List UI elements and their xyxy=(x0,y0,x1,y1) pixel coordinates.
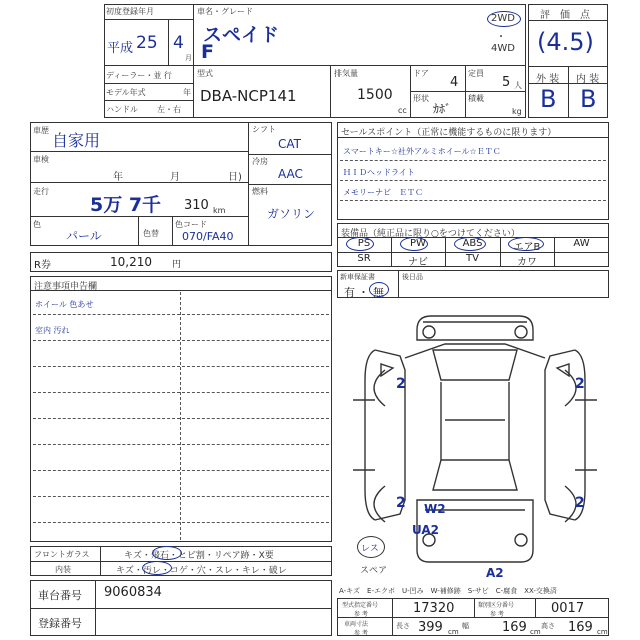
equip-navi: ナビ xyxy=(408,257,428,268)
length-sub: 参 考 xyxy=(354,630,368,637)
exterior-label: 外 装 xyxy=(536,74,560,85)
height-cm: cm xyxy=(597,628,608,636)
export-sub: 参 考 xyxy=(354,611,368,618)
fuel-label: 燃料 xyxy=(252,187,268,196)
equip-tv: TV xyxy=(466,253,479,264)
warranty-no: 無 xyxy=(373,286,384,299)
capacity: 5 xyxy=(502,75,511,90)
vehicle-type-label: 車歴 xyxy=(33,126,49,135)
export-label: 型式指定番号 xyxy=(342,602,379,609)
width-value: 169 xyxy=(502,620,527,635)
era: 平成 xyxy=(107,41,134,56)
shift: CAT xyxy=(278,137,301,151)
interior-cond-label: 内装 xyxy=(55,565,71,574)
circle-ps xyxy=(346,237,374,251)
drive-4wd: 4WD xyxy=(491,43,515,54)
displacement: 1500 xyxy=(357,87,393,103)
model-year-label: モデル年式 xyxy=(106,88,146,97)
chassis-label: 車台番号 xyxy=(38,589,82,602)
sales-points-label: セールスポイント（正常に機能するものに限ります） xyxy=(341,128,557,138)
mark-front-right-wheel: 2 xyxy=(575,376,585,392)
chassis-number: 9060834 xyxy=(104,585,162,600)
circle-warranty-no xyxy=(369,282,389,297)
inspection-day-unit: 日) xyxy=(228,172,242,183)
height-key: 高さ xyxy=(541,622,555,630)
drive-dot: ・ xyxy=(496,32,506,43)
length-value: 399 xyxy=(418,620,443,635)
ac-label: 冷房 xyxy=(252,157,268,166)
mileage-small: 310 xyxy=(184,198,209,213)
fuel: ガソリン xyxy=(267,207,316,221)
capacity-label: 定員 xyxy=(468,69,484,78)
interior-cond-text: キズ・汚レ・コゲ・穴・スレ・キレ・破レ xyxy=(116,566,287,576)
recycle-label: R券 xyxy=(34,260,51,271)
month-unit: 月 xyxy=(185,54,192,62)
rating-score: (4.5) xyxy=(537,28,594,56)
handle-label: ハンドル xyxy=(106,105,138,114)
recycle-amount: 10,210 xyxy=(110,255,152,269)
mark-front-left-wheel: 2 xyxy=(396,376,406,392)
door-label: ドア xyxy=(413,69,429,78)
after-items-label: 後日品 xyxy=(402,273,423,281)
exterior-grade: B xyxy=(540,85,557,113)
circle-airbag xyxy=(508,237,544,251)
interior-grade: B xyxy=(580,85,597,113)
class-label: 類別区分番号 xyxy=(478,602,515,609)
note-line-1: ホイール 色あせ xyxy=(35,300,94,309)
color-no-label: 色替 xyxy=(143,229,159,238)
load-label: 積載 xyxy=(468,94,484,103)
shape: ｶﾎﾞ xyxy=(433,102,452,116)
notes-label: 注意事項申告欄 xyxy=(34,282,98,292)
equip-pw: PW xyxy=(410,238,426,249)
model-year-unit: 年 xyxy=(183,88,191,97)
ac: AAC xyxy=(278,167,303,181)
mark-rear-right-wheel: 2 xyxy=(575,495,585,511)
color-code: 070/FA40 xyxy=(182,230,234,243)
class-sub: 参 考 xyxy=(490,611,504,618)
circle-windshield xyxy=(152,546,182,560)
mark-w2: W2 xyxy=(424,502,446,516)
shape-label: 形状 xyxy=(413,94,429,103)
first-reg-label: 初度登録年月 xyxy=(106,7,154,16)
equip-abs: ABS xyxy=(462,238,483,249)
grade: F xyxy=(201,41,214,63)
width-key: 幅 xyxy=(462,622,469,630)
model-label: 型式 xyxy=(197,69,213,78)
mark-rear-left-wheel: 2 xyxy=(396,495,406,511)
kg-unit: kg xyxy=(512,107,522,116)
export-value: 17320 xyxy=(413,601,455,616)
inspection-month-unit: 月 xyxy=(170,172,180,183)
color-code-label: 色コード xyxy=(175,220,207,229)
mileage-label: 走行 xyxy=(33,187,49,196)
length-cm: cm xyxy=(448,628,459,636)
reg-label: 登録番号 xyxy=(38,617,82,630)
cc-unit: cc xyxy=(398,106,407,115)
reg-year: 25 xyxy=(136,33,158,53)
dealer-label: ディーラー・並 行 xyxy=(106,71,172,80)
color: パール xyxy=(66,229,102,243)
sales-point-3: メモリーナビ ＥＴＣ xyxy=(343,188,423,197)
length-label: 車両寸法 xyxy=(344,621,369,628)
spare-mark: レス xyxy=(361,544,379,554)
shift-label: シフト xyxy=(252,125,276,134)
displacement-label: 排気量 xyxy=(334,69,358,78)
reg-month: 4 xyxy=(173,33,184,53)
vehicle-type: 自家用 xyxy=(52,131,101,150)
car-diagram xyxy=(345,310,605,580)
equip-airbag: エアB xyxy=(513,242,541,253)
warranty-label: 新車保証書 xyxy=(340,273,375,281)
warranty-dot: ・ xyxy=(358,286,369,299)
circle-abs xyxy=(454,237,486,251)
note-line-2: 室内 汚れ xyxy=(35,326,70,335)
mark-a2: A2 xyxy=(486,566,504,580)
circle-pw xyxy=(400,237,428,251)
inspection-label: 車検 xyxy=(33,155,49,164)
spare-label: スペア xyxy=(360,566,388,576)
sales-point-2: ＨＩＤヘッドライト xyxy=(343,168,415,177)
color-label: 色 xyxy=(33,220,41,229)
interior-label: 内 装 xyxy=(576,74,600,85)
class-value: 0017 xyxy=(551,601,585,616)
width-cm: cm xyxy=(530,628,541,636)
recycle-unit: 円 xyxy=(172,260,182,270)
height-value: 169 xyxy=(568,620,593,635)
equip-sr: SR xyxy=(357,253,371,264)
mileage-handwritten: 5万 7千 xyxy=(90,194,162,216)
handle-value: 左・右 xyxy=(157,105,181,114)
model-code: DBA-NCP141 xyxy=(200,87,297,105)
mark-ua2: UA2 xyxy=(412,523,440,537)
warranty-yes: 有 xyxy=(344,286,355,299)
doors: 4 xyxy=(450,75,459,90)
km-unit: km xyxy=(213,206,226,215)
car-grade-label: 車名・グレード xyxy=(197,7,253,16)
length-key: 長さ xyxy=(396,622,410,630)
equip-ps: PS xyxy=(357,238,371,249)
equip-leather: カワ xyxy=(517,257,537,268)
inspection-year-unit: 年 xyxy=(113,172,123,183)
damage-legend: A-キズ E-エクボ U-凹み W-補修跡 S-サビ C-腐食 XX-交換済 xyxy=(339,587,557,595)
sales-point-1: スマートキー☆社外アルミホイール☆ＥＴＣ xyxy=(343,147,501,156)
circle-interior xyxy=(142,561,172,575)
equip-aw: AW xyxy=(573,238,590,249)
notes-box xyxy=(30,276,332,542)
car-name: スペイド xyxy=(203,24,280,46)
drive-2wd: 2WD xyxy=(491,13,515,24)
windshield-text: キズ・飛石・ヒビ割・リペア跡・X要 xyxy=(124,551,274,561)
person-unit: 人 xyxy=(514,81,522,90)
windshield-label: フロントガラス xyxy=(34,550,90,559)
equipment-label: 装備品（純正品に限り○をつけてください） xyxy=(341,229,520,239)
rating-label: 評 価 点 xyxy=(540,10,590,21)
